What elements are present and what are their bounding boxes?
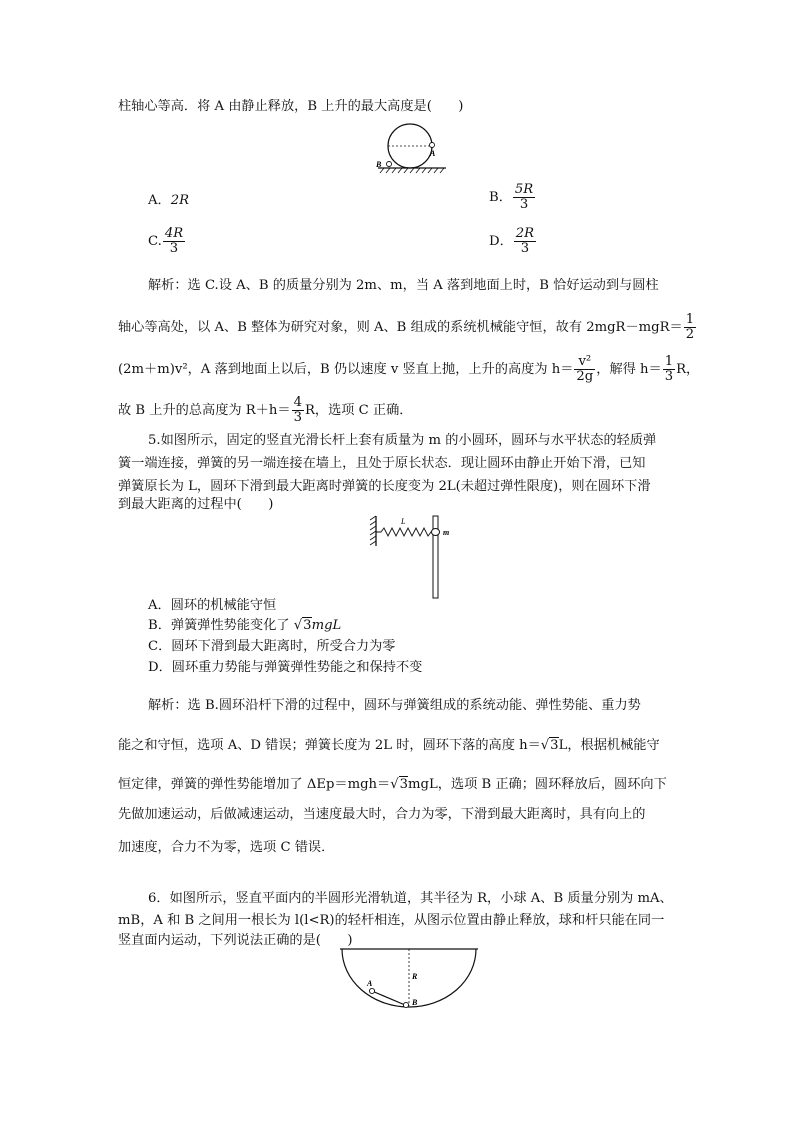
q6-stem-line-1: 6．如图所示，竖直平面内的半圆形光滑轨道，其半径为 R，小球 A、B 质量分别为 mA、	[148, 891, 673, 906]
q4-analysis-line-3	[118, 355, 699, 384]
q5-analysis-line-2-text-b: L，根据机械能守	[558, 738, 660, 753]
q4-analysis-frac2-den: 3	[664, 369, 674, 384]
q4-option-d-num: 2R	[515, 226, 535, 241]
q4-option-b-num: 5R	[514, 182, 534, 197]
q4-option-b	[489, 183, 536, 212]
q5-fig-label-m: m	[443, 528, 450, 537]
q6-fig-label-b: B	[412, 998, 418, 1007]
q5-analysis-line-1: 解析：选 B.圆环沿杆下滑的过程中，圆环与弹簧组成的系统动能、弹性势能、重力势	[148, 698, 641, 713]
q5-fig-label-l: L	[401, 517, 406, 526]
q5-stem-line-1: 5.如图所示，固定的竖直光滑长杆上套有质量为 m 的小圆环，圆环与水平状态的轻质弹	[148, 433, 657, 448]
q5-analysis-line-3-text-b: mgL，选项 B 正确；圆环释放后，圆环向下	[408, 777, 667, 792]
q5-stem-line-3: 弹簧原长为 L，圆环下滑到最大距离时弹簧的长度变为 2L(未超过弹性限度)，则在圆环下滑	[118, 479, 651, 494]
q4-fig-label-b: B	[376, 160, 382, 169]
q6-fig-label-r: R	[412, 972, 418, 981]
q4-analysis-line-3-text-a: (2m＋m)v²，A 落到地面上以后，B 仍以速度 v 竖直上抛，上升的高度为 h＝	[118, 362, 574, 377]
q5-stem-line-4: 到最大距离的过程中( )	[118, 497, 274, 512]
q4-analysis-frac1-num: v²	[574, 355, 595, 370]
q5-option-b: B．弹簧弹性势能变化了 √3mgL	[148, 618, 342, 633]
q4-analysis-line-2	[118, 313, 697, 342]
q4-analysis-frac-num: 4	[293, 395, 302, 410]
q4-analysis-frac1-den: 2g	[576, 369, 594, 384]
q5-analysis-line-3: 恒定律，弹簧的弹性势能增加了 ΔEp＝mgh＝√3mgL，选项 B 正确；圆环释放后，圆环向下	[118, 777, 667, 792]
q4-figure-cylinder	[372, 118, 450, 176]
q4-option-d-den: 3	[520, 241, 530, 256]
q4-option-d-label: D．	[489, 234, 513, 249]
q5-analysis-line-4: 先做加速运动，后做减速运动，当速度最大时，合力为零，下滑到最大距离时，具有向上的	[118, 807, 646, 822]
q4-analysis-frac2-num: 1	[664, 354, 674, 369]
q4-fig-label-a: A	[430, 149, 436, 158]
q4-option-c-num: 4R	[164, 226, 184, 241]
q4-stem-tail: 柱轴心等高．将 A 由静止释放，B 上升的最大高度是( )	[118, 99, 464, 114]
q4-analysis-line-3-text-b: ，解得 h＝	[596, 362, 662, 377]
q4-option-a	[148, 191, 189, 211]
q5-option-b-sqrt: 3	[303, 618, 312, 633]
q5-option-a: A．圆环的机械能守恒	[148, 598, 277, 613]
q6-fig-label-a: A	[367, 979, 373, 988]
q5-analysis-line-2-sqrt: 3	[550, 738, 559, 753]
q5-figure-spring-rod	[364, 512, 460, 602]
q4-option-d	[489, 227, 537, 256]
q4-option-b-den: 3	[519, 197, 529, 212]
q4-analysis-line-1: 解析：选 C.设 A、B 的质量分别为 2m、m，当 A 落到地面上时，B 恰好运动到与圆柱	[148, 278, 659, 293]
q4-option-a-label: A．	[148, 193, 171, 208]
q5-option-c: C．圆环下滑到最大距离时，所受合力为零	[148, 639, 396, 654]
q4-analysis-line-4-text-a: 故 B 上升的总高度为 R＋h＝	[118, 403, 291, 418]
q5-analysis-line-5: 加速度，合力不为零，选项 C 错误．	[118, 840, 335, 855]
q6-stem-line-3: 竖直面内运动，下列说法正确的是( )	[118, 933, 353, 948]
q5-analysis-line-3-sqrt: 3	[399, 777, 409, 792]
q6-figure-semicircle	[336, 948, 482, 1014]
q4-analysis-line-2-text: 轴心等高处，以 A、B 整体为研究对象，则 A、B 组成的系统机械能守恒，故有 2mgR－mgR＝	[118, 320, 683, 335]
q4-analysis-half-num: 1	[685, 312, 695, 327]
q5-option-b-post: mgL	[311, 618, 342, 633]
q5-analysis-line-2: 能之和守恒，选项 A、D 错误；弹簧长度为 2L 时，圆环下落的高度 h＝√3L，根据机械能守	[118, 738, 660, 753]
q5-analysis-line-3-text-a: 恒定律，弹簧的弹性势能增加了 ΔEp＝mgh＝	[118, 777, 391, 792]
q4-option-c	[148, 227, 186, 256]
q4-analysis-half-den: 2	[685, 327, 695, 342]
q4-option-c-label: C.	[148, 234, 162, 249]
q6-stem-line-2: mB，A 和 B 之间用一根长为 l(l<R)的轻杆相连，从图示位置由静止释放，球和杆只能在同一	[118, 913, 665, 928]
q5-stem-line-2: 簧一端连接，弹簧的另一端连接在墙上，且处于原长状态．现让圆环由静止开始下滑，已知	[118, 456, 646, 471]
q5-analysis-line-2-text-a: 能之和守恒，选项 A、D 错误；弹簧长度为 2L 时，圆环下落的高度 h＝	[118, 738, 541, 753]
q4-option-c-den: 3	[169, 241, 179, 256]
q4-option-b-label: B．	[489, 190, 512, 205]
q5-option-d: D．圆环重力势能与弹簧弹性势能之和保持不变	[148, 660, 423, 675]
q4-analysis-line-3-text-c: R，	[676, 362, 700, 377]
q5-option-b-text: B．弹簧弹性势能变化了	[148, 618, 294, 633]
q4-analysis-line-4	[118, 396, 413, 425]
q4-analysis-line-4-text-b: R，选项 C 正确．	[304, 403, 413, 418]
q4-option-a-value: 2R	[170, 193, 190, 208]
q4-analysis-frac-den: 3	[293, 410, 302, 425]
